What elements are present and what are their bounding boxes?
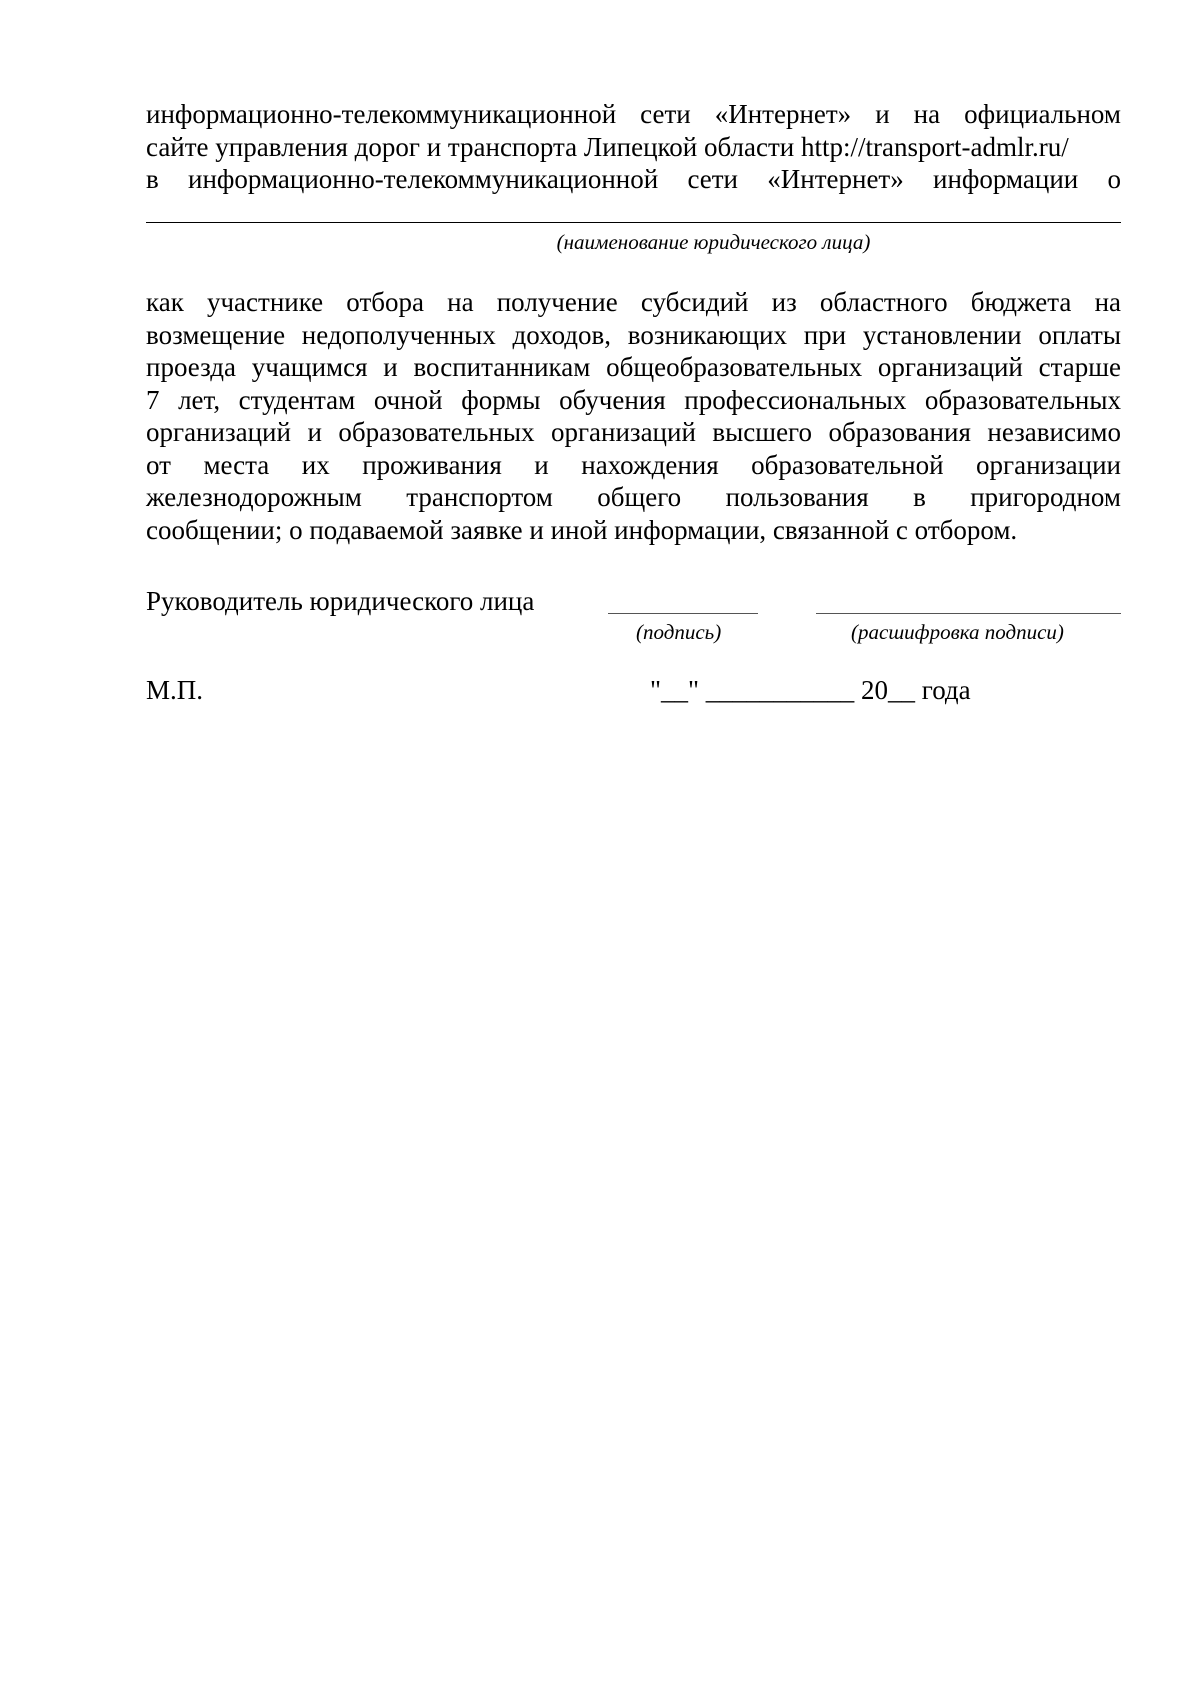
signature-decode-caption: (расшифровка подписи) bbox=[851, 620, 1064, 644]
paragraph-line: сайте управления дорог и транспорта Липецкой области http://transport-admlr.ru/ bbox=[146, 131, 1069, 162]
signature-fill-line bbox=[608, 613, 758, 614]
paragraph-line: организаций и образовательных организаций высшего образования независимо bbox=[146, 417, 1121, 447]
entity-name-fill-line bbox=[146, 222, 1121, 223]
head-of-entity-label: Руководитель юридического лица bbox=[146, 586, 535, 616]
paragraph-line: информационно-телекоммуникационной сети «Интернет» и на официальном bbox=[146, 99, 1121, 129]
paragraph-line: как участнике отбора на получение субсидий из областного бюджета на bbox=[146, 287, 1121, 317]
paragraph-line: возмещение недополученных доходов, возникающих при установлении оплаты bbox=[146, 319, 1121, 350]
paragraph-line: сообщении; о подаваемой заявке и иной информации, связанной с отбором. bbox=[146, 514, 1018, 545]
paragraph-line: железнодорожным транспортом общего пользования в пригородном bbox=[146, 482, 1121, 512]
paragraph-line: в информационно-телекоммуникационной сети «Интернет» информации о bbox=[146, 164, 1121, 194]
consent-paragraph-main bbox=[146, 286, 1121, 546]
paragraph-line: от места их проживания и нахождения образовательной организации bbox=[146, 449, 1121, 480]
signature-caption: (подпись) bbox=[636, 620, 722, 644]
date-fill-line: "__" ___________ 20__ года bbox=[650, 675, 971, 705]
stamp-place-label: М.П. bbox=[146, 675, 204, 705]
entity-name-caption: (наименование юридического лица) bbox=[556, 230, 871, 254]
paragraph-line: 7 лет, студентам очной формы обучения профессиональных образовательных bbox=[146, 384, 1121, 415]
consent-paragraph-top bbox=[146, 98, 1121, 196]
signature-decode-fill-line bbox=[816, 613, 1121, 614]
paragraph-line: проезда учащимся и воспитанникам общеобразовательных организаций старше bbox=[146, 352, 1121, 382]
